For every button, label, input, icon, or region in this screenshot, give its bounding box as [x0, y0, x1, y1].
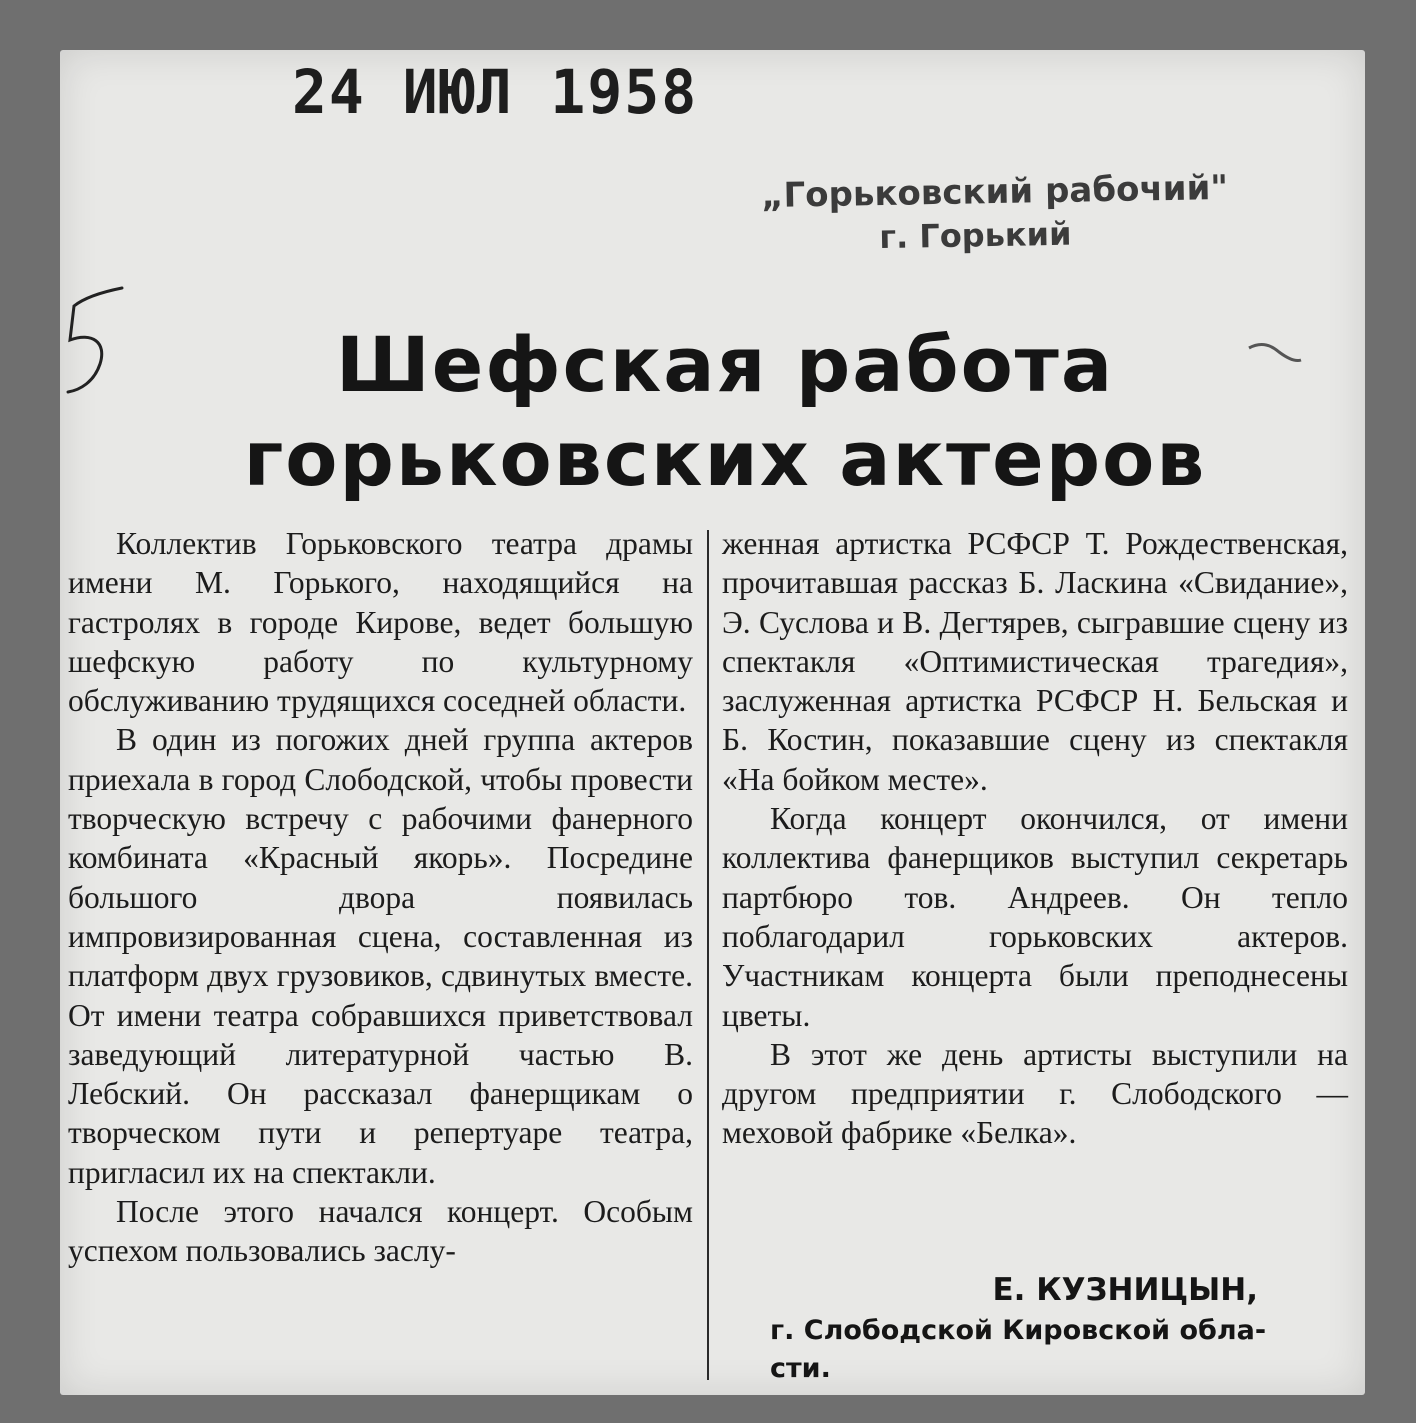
paragraph: В этот же день артисты выступили на другом предприятии г. Слободского — меховой фабрике «Белка». [722, 1036, 1348, 1151]
paragraph: Коллектив Горьковского театра драмы имени М. Горького, находящийся на гастролях в городе Кирове, ведет большую шефскую работу по культурному обслуживанию трудящихся соседней области. [68, 526, 693, 719]
publication-city: г. Горький [879, 214, 1072, 257]
paragraph: женная артистка РСФСР Т. Рождественская, прочитавшая рассказ Б. Ласкина «Свидание», Э. Суслова и В. Дегтярев, сыгравшие сцену из спектакля «Оптимистическая трагедия», заслуженная артистка РСФСР Н. Бельская и Б. Костин, показавшие сцену из спектакля «На бойком месте». [722, 526, 1348, 797]
author-location: г. Слободской Кировской обла- [770, 1315, 1267, 1346]
paragraph: После этого начался концерт. Особым успехом пользовались заслу- [68, 1194, 693, 1269]
paragraph: В один из погожих дней группа актеров приехала в город Слободской, чтобы провести творческую встречу с рабочими фанерного комбината «Красный якорь». Посредине большого двора появилась импровизированная сцена, составленная из платформ двух грузовиков, сдвинутых вместе. От имени театра собравшихся приветствовал заведующий литературной частью В. Лебский. Он рассказал фанерщикам о творческом пути и репертуаре театра, пригласил их на спектакли. [68, 722, 693, 1190]
article-column-right [722, 524, 1348, 1153]
article-headline [200, 318, 1250, 506]
column-divider [707, 530, 709, 1380]
date-stamp: 24 ИЮЛ 1958 [292, 56, 699, 128]
handwritten-mark-icon [62, 280, 132, 400]
publication-stamp [729, 167, 1260, 258]
byline [750, 1268, 1300, 1388]
paragraph: Когда концерт окончился, от имени коллектива фанерщиков выступил секретарь партбюро тов. Андреев. Он тепло поблагодарил горьковских актеров. Участникам концерта были преподнесены цветы. [722, 801, 1348, 1033]
author-name: Е. КУЗНИЦЫН, [992, 1272, 1258, 1308]
article-column-left [68, 524, 693, 1271]
ink-mark-icon [1245, 334, 1305, 374]
publication-name: „Горьковский рабочий" [760, 167, 1229, 217]
headline-line-2: горьковских актеров [243, 414, 1207, 503]
author-location-cont: сти. [770, 1353, 831, 1384]
headline-line-1: Шефская работа [335, 320, 1115, 409]
